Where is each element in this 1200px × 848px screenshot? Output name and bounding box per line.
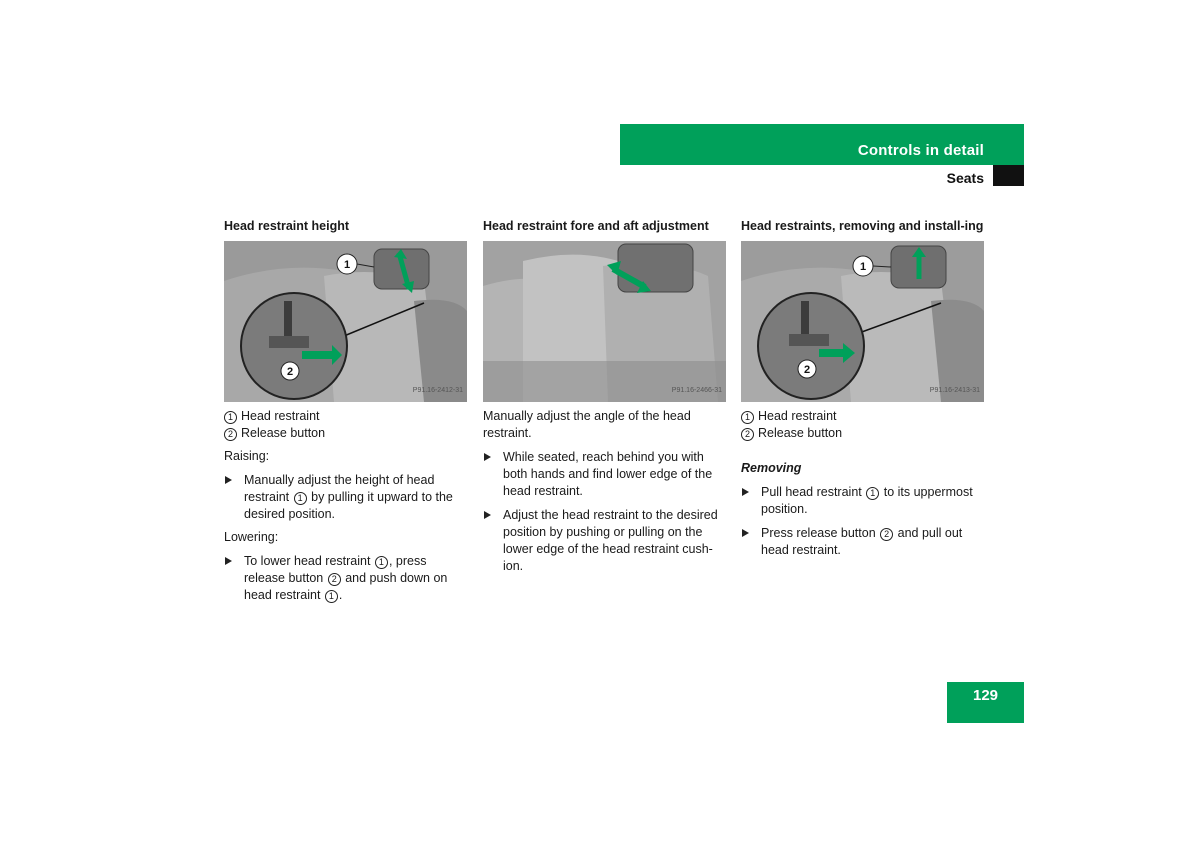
instruction-step: Pull head restraint 1 to its uppermost position. [741,484,985,518]
instruction-step: Manually adjust the height of head restraint 1 by pulling it upward to the desired position. [224,472,468,523]
callout-1: 1 [859,261,867,273]
subsection-title: Seats [946,170,984,186]
column-title: Head restraints, removing and install-ing [741,219,984,233]
column-title: Head restraint fore and aft adjustment [483,219,709,233]
instruction-step: Adjust the head restraint to the desired position by pushing or pulling on the lower edge of the head restraint cush-ion. [483,507,727,575]
seat-illustration [224,241,467,402]
legend-item: 1 Head restraint [224,408,468,425]
photo-code: P91.16-2413-31 [929,387,980,394]
legend [741,408,985,442]
raising-label: Raising: [224,449,270,463]
column-head-restraint-height [224,218,468,604]
legend-item: 2 Release button [741,425,985,442]
callout-2: 2 [286,366,294,378]
callout-2: 2 [803,364,811,376]
instruction-step: While seated, reach behind you with both hands and find lower edge of the head restraint. [483,449,727,500]
bullet-arrow-icon [225,476,232,484]
column-title: Head restraint height [224,219,350,233]
page-number-box [947,682,1024,723]
intro-text: Manually adjust the angle of the head restraint. [483,409,691,440]
bullet-arrow-icon [484,511,491,519]
seat-photo-height [224,241,467,402]
bullet-arrow-icon [225,557,232,565]
bullet-arrow-icon [484,453,491,461]
seat-photo-fore-aft [483,241,726,402]
seat-photo-removing [741,241,984,402]
lowering-label: Lowering: [224,530,279,544]
seat-illustration [483,241,726,402]
legend [224,408,468,442]
instruction-step: Press release button 2 and pull out head restraint. [741,525,985,559]
removing-heading: Removing [741,461,802,475]
column-fore-aft-adjustment [483,218,727,575]
legend-item: 2 Release button [224,425,468,442]
instruction-step: To lower head restraint 1 , press release button 2 and push down on head restraint 1 . [224,553,468,604]
photo-code: P91.16-2466-31 [671,387,722,394]
subsection-marker [993,165,1024,186]
seat-illustration [741,241,984,402]
photo-code: P91.16-2412-31 [412,387,463,394]
callout-1: 1 [343,259,351,271]
section-header-bar [620,124,1024,165]
legend-item: 1 Head restraint [741,408,985,425]
bullet-arrow-icon [742,529,749,537]
page-number: 129 [972,687,999,704]
section-title: Controls in detail [857,142,984,159]
column-removing-installing [741,218,985,559]
bullet-arrow-icon [742,488,749,496]
